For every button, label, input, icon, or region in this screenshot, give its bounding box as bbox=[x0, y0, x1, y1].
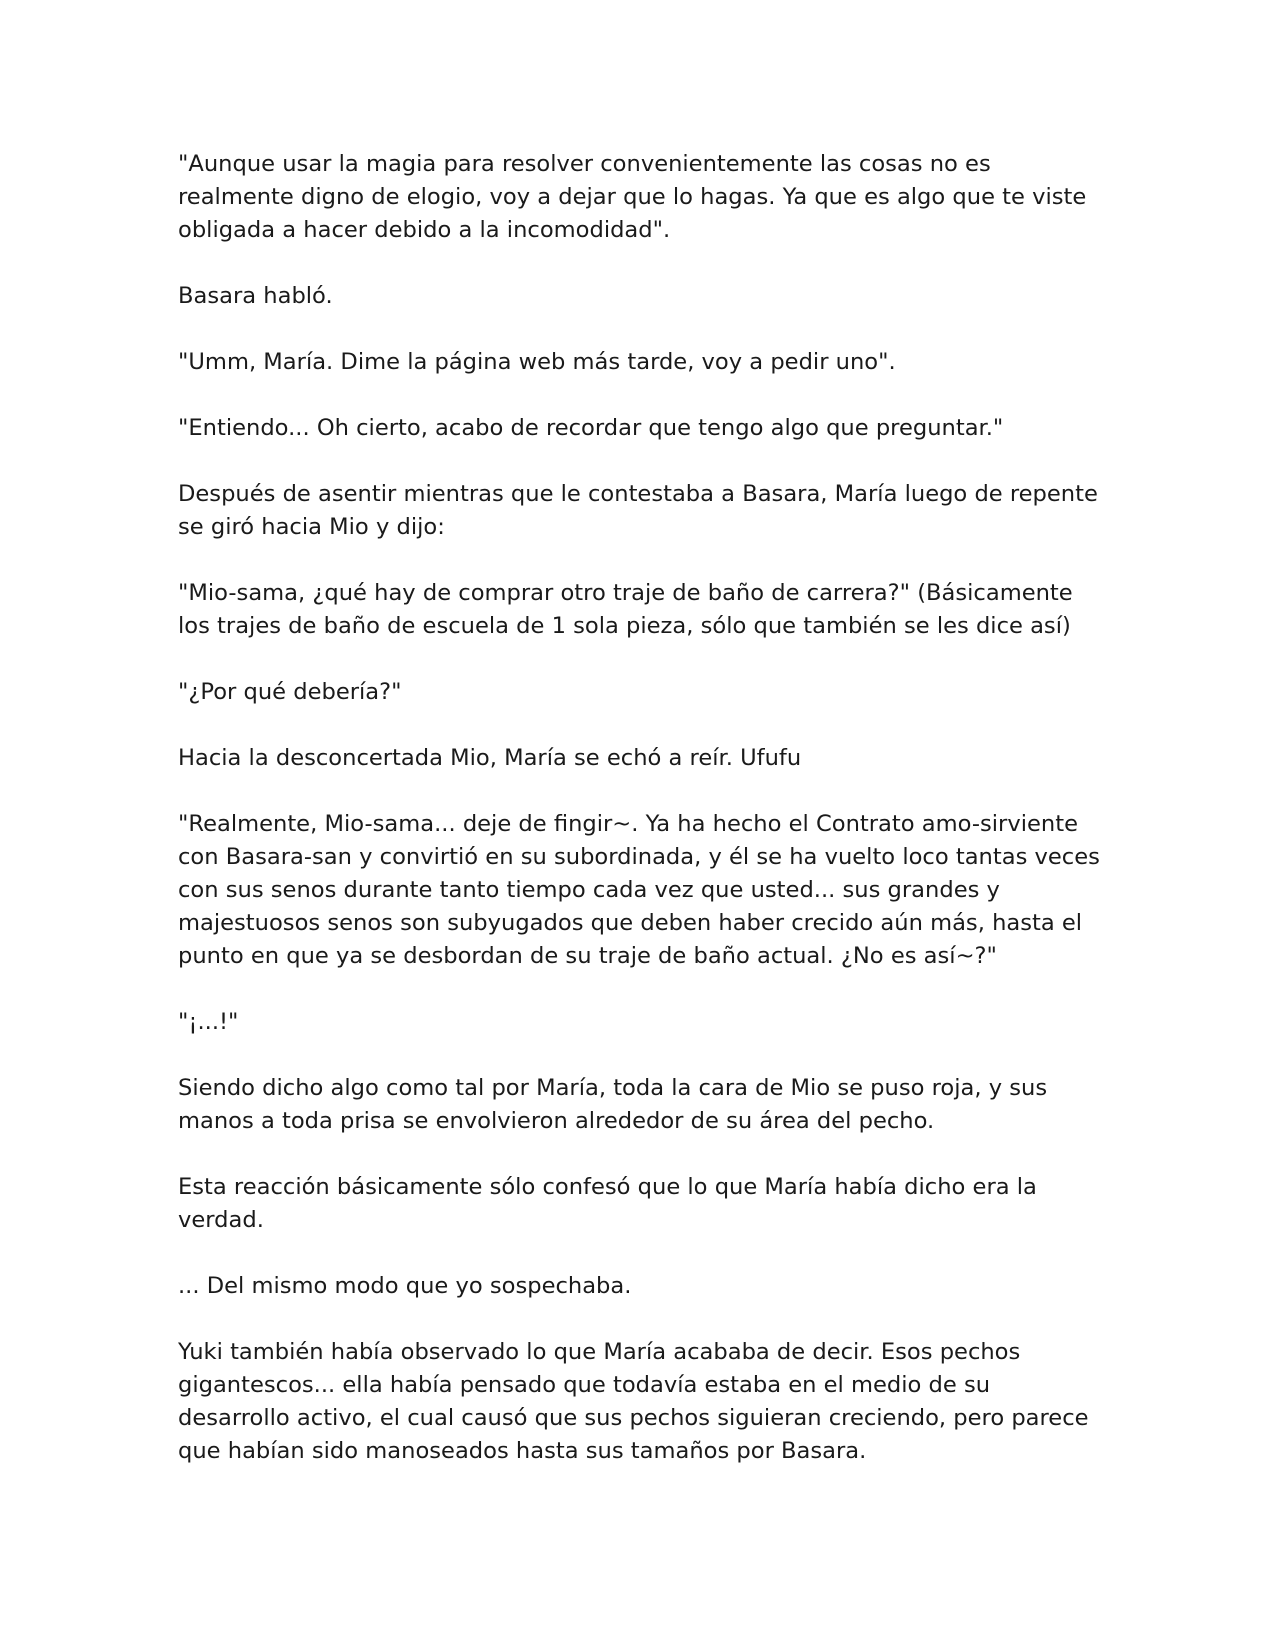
paragraph-5: Después de asentir mientras que le contestaba a Basara, María luego de repente se giró hacia Mio y dijo: bbox=[178, 481, 1098, 540]
paragraph-4: "Entiendo... Oh cierto, acabo de recordar que tengo algo que preguntar." bbox=[178, 415, 1004, 441]
document-body bbox=[178, 148, 1108, 1501]
paragraph-14: Yuki también había observado lo que María acababa de decir. Esos pechos gigantescos... ella había pensado que todavía estaba en el medio de su desarrollo activo, el cual causó que sus pechos siguieran creciendo, pero parece que habían sido manoseados hasta sus tamaños por Basara. bbox=[178, 1339, 1089, 1464]
paragraph-2: Basara habló. bbox=[178, 283, 333, 309]
paragraph-13: ... Del mismo modo que yo sospechaba. bbox=[178, 1273, 632, 1299]
paragraph-12: Esta reacción básicamente sólo confesó que lo que María había dicho era la verdad. bbox=[178, 1174, 1037, 1233]
paragraph-10: "¡...!" bbox=[178, 1009, 239, 1035]
paragraph-9: "Realmente, Mio-sama... deje de fingir~. Ya ha hecho el Contrato amo-sirviente con Basara-san y convirtió en su subordinada, y él se ha vuelto loco tantas veces con sus senos durante tanto tiempo cada vez que usted... sus grandes y majestuosos senos son subyugados que deben haber crecido aún más, hasta el punto en que ya se desbordan de su traje de baño actual. ¿No es así~?" bbox=[178, 811, 1100, 969]
paragraph-11: Siendo dicho algo como tal por María, toda la cara de Mio se puso roja, y sus manos a toda prisa se envolvieron alrededor de su área del pecho. bbox=[178, 1075, 1048, 1134]
paragraph-7: "¿Por qué debería?" bbox=[178, 679, 402, 705]
paragraph-8: Hacia la desconcertada Mio, María se echó a reír. Ufufu bbox=[178, 745, 802, 771]
paragraph-3: "Umm, María. Dime la página web más tarde, voy a pedir uno". bbox=[178, 349, 896, 375]
paragraph-1: "Aunque usar la magia para resolver convenientemente las cosas no es realmente digno de elogio, voy a dejar que lo hagas. Ya que es algo que te viste obligada a hacer debido a la incomodidad". bbox=[178, 151, 1087, 243]
paragraph-6: "Mio-sama, ¿qué hay de comprar otro traje de baño de carrera?" (Básicamente los trajes de baño de escuela de 1 sola pieza, sólo que también se les dice así) bbox=[178, 580, 1073, 639]
